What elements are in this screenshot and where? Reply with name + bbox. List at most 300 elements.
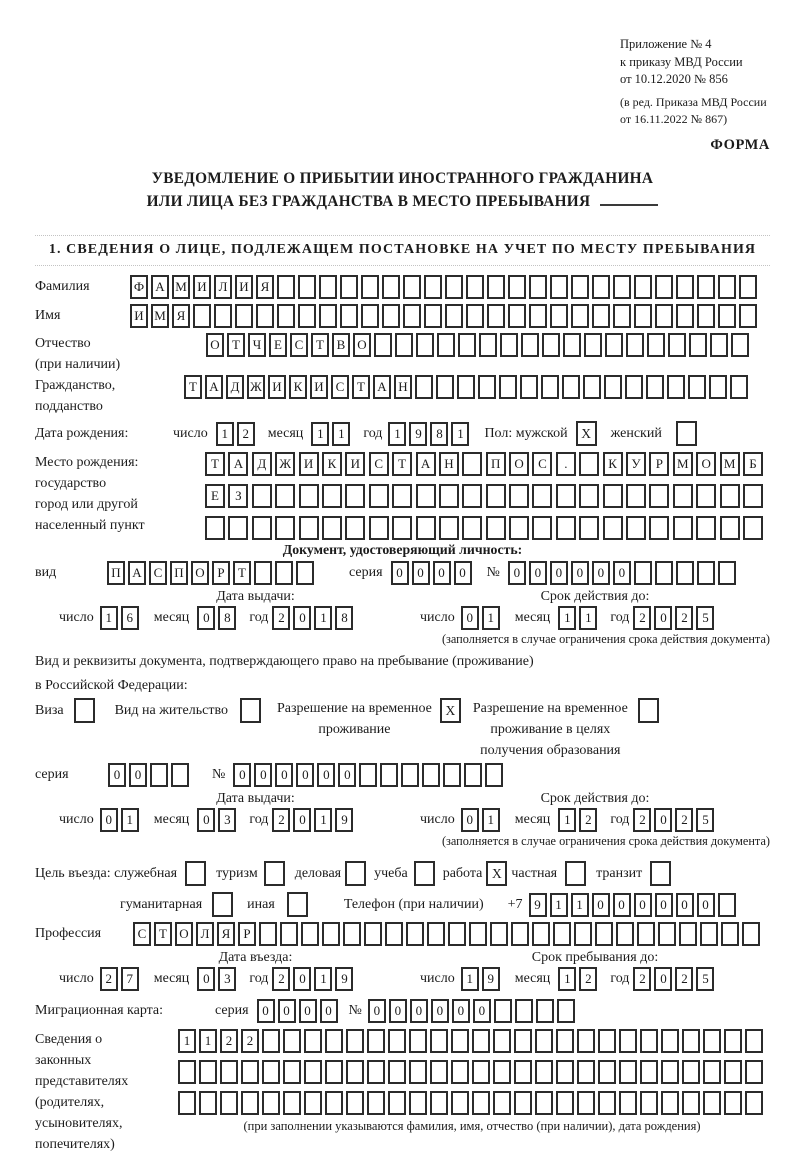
char-cell[interactable] xyxy=(409,1060,427,1084)
char-cell[interactable] xyxy=(655,561,673,585)
checkbox-female[interactable] xyxy=(676,421,697,446)
char-cell[interactable]: Т xyxy=(352,375,370,399)
char-cell[interactable] xyxy=(649,484,669,508)
char-cell[interactable]: 0 xyxy=(433,561,451,585)
char-cell[interactable] xyxy=(374,333,392,357)
char-cell[interactable] xyxy=(571,275,589,299)
char-cell[interactable] xyxy=(562,375,580,399)
char-cell[interactable] xyxy=(703,1029,721,1053)
char-cell[interactable] xyxy=(392,516,412,540)
char-cell[interactable]: 2 xyxy=(220,1029,238,1053)
char-cell[interactable] xyxy=(464,763,482,787)
char-cell[interactable] xyxy=(676,561,694,585)
char-cell[interactable] xyxy=(427,922,445,946)
char-cell[interactable]: 0 xyxy=(129,763,147,787)
char-cell[interactable]: 1 xyxy=(332,422,350,446)
char-cell[interactable] xyxy=(655,304,673,328)
char-cell[interactable] xyxy=(439,516,459,540)
char-cell[interactable] xyxy=(275,561,293,585)
char-cell[interactable] xyxy=(448,922,466,946)
char-cell[interactable] xyxy=(514,1060,532,1084)
char-cell[interactable] xyxy=(529,304,547,328)
char-cell[interactable]: С xyxy=(532,452,552,476)
char-cell[interactable] xyxy=(486,484,506,508)
char-cell[interactable]: 2 xyxy=(675,967,693,991)
char-cell[interactable] xyxy=(724,1060,742,1084)
char-cell[interactable] xyxy=(487,275,505,299)
char-cell[interactable] xyxy=(409,1091,427,1115)
char-cell[interactable] xyxy=(346,1060,364,1084)
char-cell[interactable] xyxy=(563,333,581,357)
char-cell[interactable] xyxy=(241,1060,259,1084)
char-cell[interactable] xyxy=(325,1029,343,1053)
char-cell[interactable] xyxy=(676,304,694,328)
char-cell[interactable] xyxy=(508,275,526,299)
char-cell[interactable]: П xyxy=(107,561,125,585)
char-cell[interactable]: 0 xyxy=(389,999,407,1023)
char-cell[interactable]: 9 xyxy=(409,422,427,446)
char-cell[interactable] xyxy=(634,304,652,328)
char-cell[interactable] xyxy=(721,922,739,946)
char-cell[interactable]: К xyxy=(603,452,623,476)
char-cell[interactable]: 2 xyxy=(100,967,118,991)
char-cell[interactable] xyxy=(439,484,459,508)
char-cell[interactable] xyxy=(673,484,693,508)
char-cell[interactable] xyxy=(739,304,757,328)
char-cell[interactable]: 2 xyxy=(241,1029,259,1053)
char-cell[interactable]: 0 xyxy=(592,561,610,585)
char-cell[interactable]: Е xyxy=(269,333,287,357)
char-cell[interactable] xyxy=(493,1091,511,1115)
char-cell[interactable] xyxy=(369,516,389,540)
char-cell[interactable] xyxy=(703,1091,721,1115)
char-cell[interactable]: К xyxy=(289,375,307,399)
char-cell[interactable] xyxy=(532,516,552,540)
char-cell[interactable] xyxy=(406,922,424,946)
char-cell[interactable]: 2 xyxy=(633,808,651,832)
char-cell[interactable]: Ч xyxy=(248,333,266,357)
char-cell[interactable] xyxy=(359,763,377,787)
char-cell[interactable]: Т xyxy=(311,333,329,357)
char-cell[interactable] xyxy=(486,516,506,540)
char-cell[interactable]: Д xyxy=(226,375,244,399)
char-cell[interactable]: 1 xyxy=(311,422,329,446)
char-cell[interactable] xyxy=(275,516,295,540)
char-cell[interactable]: 2 xyxy=(272,606,290,630)
char-cell[interactable]: 0 xyxy=(233,763,251,787)
char-cell[interactable] xyxy=(688,375,706,399)
char-cell[interactable] xyxy=(700,922,718,946)
char-cell[interactable] xyxy=(252,484,272,508)
char-cell[interactable] xyxy=(345,516,365,540)
char-cell[interactable] xyxy=(367,1029,385,1053)
char-cell[interactable] xyxy=(613,304,631,328)
char-cell[interactable] xyxy=(556,516,576,540)
char-cell[interactable] xyxy=(718,275,736,299)
char-cell[interactable] xyxy=(299,484,319,508)
char-cell[interactable]: 0 xyxy=(293,606,311,630)
char-cell[interactable] xyxy=(430,1060,448,1084)
char-cell[interactable] xyxy=(416,516,436,540)
char-cell[interactable]: Л xyxy=(196,922,214,946)
char-cell[interactable]: Я xyxy=(256,275,274,299)
char-cell[interactable] xyxy=(689,333,707,357)
char-cell[interactable]: И xyxy=(193,275,211,299)
char-cell[interactable]: 0 xyxy=(317,763,335,787)
char-cell[interactable]: 1 xyxy=(451,422,469,446)
char-cell[interactable]: С xyxy=(369,452,389,476)
char-cell[interactable]: И xyxy=(235,275,253,299)
char-cell[interactable] xyxy=(541,375,559,399)
char-cell[interactable] xyxy=(661,1091,679,1115)
char-cell[interactable]: 0 xyxy=(197,967,215,991)
char-cell[interactable] xyxy=(579,452,599,476)
char-cell[interactable] xyxy=(193,304,211,328)
char-cell[interactable] xyxy=(499,375,517,399)
checkbox-humanitarian[interactable] xyxy=(212,892,233,917)
char-cell[interactable]: 8 xyxy=(218,606,236,630)
char-cell[interactable] xyxy=(661,1060,679,1084)
char-cell[interactable] xyxy=(710,333,728,357)
char-cell[interactable]: Т xyxy=(205,452,225,476)
char-cell[interactable] xyxy=(304,1029,322,1053)
char-cell[interactable]: 0 xyxy=(410,999,428,1023)
char-cell[interactable]: 0 xyxy=(296,763,314,787)
char-cell[interactable]: Т xyxy=(227,333,245,357)
char-cell[interactable]: 0 xyxy=(592,893,610,917)
char-cell[interactable] xyxy=(743,484,763,508)
char-cell[interactable]: А xyxy=(151,275,169,299)
char-cell[interactable] xyxy=(457,375,475,399)
char-cell[interactable]: 0 xyxy=(412,561,430,585)
char-cell[interactable]: 0 xyxy=(108,763,126,787)
char-cell[interactable] xyxy=(697,275,715,299)
char-cell[interactable]: 0 xyxy=(293,967,311,991)
char-cell[interactable] xyxy=(697,561,715,585)
char-cell[interactable]: 0 xyxy=(461,606,479,630)
char-cell[interactable] xyxy=(515,999,533,1023)
char-cell[interactable] xyxy=(487,304,505,328)
char-cell[interactable] xyxy=(529,275,547,299)
char-cell[interactable] xyxy=(592,304,610,328)
char-cell[interactable]: Е xyxy=(205,484,225,508)
char-cell[interactable] xyxy=(535,1029,553,1053)
char-cell[interactable] xyxy=(649,516,669,540)
char-cell[interactable] xyxy=(556,484,576,508)
char-cell[interactable] xyxy=(343,922,361,946)
char-cell[interactable]: 1 xyxy=(461,967,479,991)
char-cell[interactable] xyxy=(283,1060,301,1084)
char-cell[interactable]: Т xyxy=(233,561,251,585)
char-cell[interactable]: 1 xyxy=(482,606,500,630)
char-cell[interactable] xyxy=(259,922,277,946)
char-cell[interactable] xyxy=(598,1060,616,1084)
char-cell[interactable]: 0 xyxy=(278,999,296,1023)
char-cell[interactable] xyxy=(369,484,389,508)
char-cell[interactable] xyxy=(472,1091,490,1115)
char-cell[interactable]: Ж xyxy=(247,375,265,399)
char-cell[interactable] xyxy=(673,516,693,540)
char-cell[interactable]: Р xyxy=(238,922,256,946)
char-cell[interactable] xyxy=(451,1091,469,1115)
char-cell[interactable] xyxy=(283,1091,301,1115)
char-cell[interactable]: 0 xyxy=(655,893,673,917)
char-cell[interactable]: 0 xyxy=(613,893,631,917)
char-cell[interactable] xyxy=(392,484,412,508)
char-cell[interactable]: 1 xyxy=(199,1029,217,1053)
char-cell[interactable] xyxy=(739,275,757,299)
char-cell[interactable] xyxy=(542,333,560,357)
char-cell[interactable]: 0 xyxy=(100,808,118,832)
char-cell[interactable] xyxy=(514,1029,532,1053)
char-cell[interactable] xyxy=(682,1091,700,1115)
char-cell[interactable] xyxy=(696,516,716,540)
char-cell[interactable]: 1 xyxy=(388,422,406,446)
checkbox-private[interactable] xyxy=(565,861,586,886)
char-cell[interactable] xyxy=(322,922,340,946)
char-cell[interactable] xyxy=(603,516,623,540)
char-cell[interactable] xyxy=(584,333,602,357)
char-cell[interactable] xyxy=(416,484,436,508)
char-cell[interactable] xyxy=(595,922,613,946)
char-cell[interactable]: Т xyxy=(184,375,202,399)
char-cell[interactable] xyxy=(361,304,379,328)
char-cell[interactable] xyxy=(385,922,403,946)
char-cell[interactable] xyxy=(199,1091,217,1115)
char-cell[interactable] xyxy=(322,484,342,508)
checkbox-temp-residence[interactable]: X xyxy=(440,698,461,723)
checkbox-tourism[interactable] xyxy=(264,861,285,886)
char-cell[interactable]: 1 xyxy=(314,808,332,832)
char-cell[interactable]: П xyxy=(170,561,188,585)
char-cell[interactable]: 2 xyxy=(633,967,651,991)
char-cell[interactable] xyxy=(724,1091,742,1115)
char-cell[interactable]: 2 xyxy=(675,808,693,832)
char-cell[interactable] xyxy=(275,484,295,508)
char-cell[interactable] xyxy=(626,516,646,540)
char-cell[interactable]: И xyxy=(299,452,319,476)
char-cell[interactable] xyxy=(616,922,634,946)
char-cell[interactable] xyxy=(485,763,503,787)
char-cell[interactable] xyxy=(443,763,461,787)
char-cell[interactable]: 9 xyxy=(335,808,353,832)
char-cell[interactable] xyxy=(579,484,599,508)
char-cell[interactable] xyxy=(619,1091,637,1115)
char-cell[interactable] xyxy=(361,275,379,299)
char-cell[interactable] xyxy=(479,333,497,357)
char-cell[interactable]: 0 xyxy=(257,999,275,1023)
char-cell[interactable] xyxy=(718,561,736,585)
char-cell[interactable]: 0 xyxy=(254,763,272,787)
char-cell[interactable] xyxy=(220,1091,238,1115)
char-cell[interactable]: 0 xyxy=(452,999,470,1023)
char-cell[interactable] xyxy=(520,375,538,399)
char-cell[interactable]: 0 xyxy=(654,967,672,991)
char-cell[interactable] xyxy=(613,275,631,299)
char-cell[interactable] xyxy=(214,304,232,328)
char-cell[interactable] xyxy=(577,1060,595,1084)
char-cell[interactable] xyxy=(340,275,358,299)
char-cell[interactable] xyxy=(493,1060,511,1084)
char-cell[interactable]: И xyxy=(130,304,148,328)
char-cell[interactable] xyxy=(178,1060,196,1084)
char-cell[interactable] xyxy=(298,275,316,299)
char-cell[interactable]: З xyxy=(228,484,248,508)
char-cell[interactable] xyxy=(403,304,421,328)
char-cell[interactable] xyxy=(743,516,763,540)
char-cell[interactable]: 0 xyxy=(508,561,526,585)
char-cell[interactable]: О xyxy=(353,333,371,357)
char-cell[interactable] xyxy=(626,333,644,357)
char-cell[interactable] xyxy=(462,484,482,508)
char-cell[interactable] xyxy=(388,1029,406,1053)
char-cell[interactable]: Н xyxy=(394,375,412,399)
char-cell[interactable] xyxy=(235,304,253,328)
char-cell[interactable]: Л xyxy=(214,275,232,299)
char-cell[interactable]: О xyxy=(206,333,224,357)
char-cell[interactable]: 0 xyxy=(697,893,715,917)
char-cell[interactable]: 2 xyxy=(272,808,290,832)
char-cell[interactable] xyxy=(514,1091,532,1115)
char-cell[interactable]: 0 xyxy=(550,561,568,585)
char-cell[interactable]: А xyxy=(416,452,436,476)
char-cell[interactable] xyxy=(724,1029,742,1053)
char-cell[interactable]: 2 xyxy=(272,967,290,991)
checkbox-residence-permit[interactable] xyxy=(240,698,261,723)
char-cell[interactable] xyxy=(696,484,716,508)
char-cell[interactable] xyxy=(262,1091,280,1115)
char-cell[interactable] xyxy=(583,375,601,399)
char-cell[interactable] xyxy=(718,893,736,917)
char-cell[interactable] xyxy=(256,304,274,328)
char-cell[interactable]: 0 xyxy=(293,808,311,832)
char-cell[interactable]: А xyxy=(128,561,146,585)
char-cell[interactable] xyxy=(472,1060,490,1084)
char-cell[interactable] xyxy=(577,1091,595,1115)
char-cell[interactable] xyxy=(277,304,295,328)
char-cell[interactable] xyxy=(382,275,400,299)
char-cell[interactable] xyxy=(509,516,529,540)
char-cell[interactable]: 2 xyxy=(237,422,255,446)
char-cell[interactable]: 1 xyxy=(314,967,332,991)
char-cell[interactable] xyxy=(661,1029,679,1053)
char-cell[interactable] xyxy=(220,1060,238,1084)
char-cell[interactable]: П xyxy=(486,452,506,476)
char-cell[interactable]: А xyxy=(373,375,391,399)
char-cell[interactable]: К xyxy=(322,452,342,476)
char-cell[interactable] xyxy=(346,1029,364,1053)
char-cell[interactable] xyxy=(592,275,610,299)
char-cell[interactable]: У xyxy=(626,452,646,476)
char-cell[interactable] xyxy=(682,1060,700,1084)
char-cell[interactable]: 1 xyxy=(550,893,568,917)
char-cell[interactable] xyxy=(668,333,686,357)
char-cell[interactable]: 0 xyxy=(461,808,479,832)
char-cell[interactable] xyxy=(603,484,623,508)
char-cell[interactable] xyxy=(469,922,487,946)
char-cell[interactable]: Т xyxy=(392,452,412,476)
char-cell[interactable]: 0 xyxy=(571,561,589,585)
char-cell[interactable]: 0 xyxy=(454,561,472,585)
char-cell[interactable]: С xyxy=(149,561,167,585)
char-cell[interactable]: 1 xyxy=(314,606,332,630)
char-cell[interactable] xyxy=(241,1091,259,1115)
char-cell[interactable] xyxy=(178,1091,196,1115)
checkbox-work[interactable]: X xyxy=(486,861,507,886)
char-cell[interactable]: О xyxy=(175,922,193,946)
char-cell[interactable]: 8 xyxy=(335,606,353,630)
char-cell[interactable] xyxy=(437,333,455,357)
char-cell[interactable] xyxy=(619,1029,637,1053)
checkbox-transit[interactable] xyxy=(650,861,671,886)
char-cell[interactable]: 1 xyxy=(216,422,234,446)
char-cell[interactable] xyxy=(296,561,314,585)
char-cell[interactable]: М xyxy=(673,452,693,476)
char-cell[interactable]: М xyxy=(720,452,740,476)
char-cell[interactable] xyxy=(535,1060,553,1084)
checkbox-visa[interactable] xyxy=(74,698,95,723)
char-cell[interactable] xyxy=(472,1029,490,1053)
char-cell[interactable]: И xyxy=(268,375,286,399)
char-cell[interactable] xyxy=(667,375,685,399)
char-cell[interactable] xyxy=(205,516,225,540)
char-cell[interactable] xyxy=(409,1029,427,1053)
char-cell[interactable]: 0 xyxy=(431,999,449,1023)
char-cell[interactable] xyxy=(319,304,337,328)
char-cell[interactable]: А xyxy=(228,452,248,476)
char-cell[interactable]: 1 xyxy=(579,606,597,630)
char-cell[interactable] xyxy=(556,1091,574,1115)
char-cell[interactable]: Ф xyxy=(130,275,148,299)
checkbox-business[interactable] xyxy=(345,861,366,886)
char-cell[interactable] xyxy=(262,1060,280,1084)
char-cell[interactable]: 0 xyxy=(299,999,317,1023)
char-cell[interactable]: 3 xyxy=(218,808,236,832)
char-cell[interactable] xyxy=(509,484,529,508)
char-cell[interactable] xyxy=(283,1029,301,1053)
char-cell[interactable] xyxy=(682,1029,700,1053)
char-cell[interactable]: 3 xyxy=(218,967,236,991)
char-cell[interactable] xyxy=(462,452,482,476)
char-cell[interactable] xyxy=(658,922,676,946)
char-cell[interactable] xyxy=(466,304,484,328)
char-cell[interactable] xyxy=(634,561,652,585)
char-cell[interactable] xyxy=(364,922,382,946)
char-cell[interactable] xyxy=(490,922,508,946)
char-cell[interactable] xyxy=(535,1091,553,1115)
char-cell[interactable] xyxy=(367,1091,385,1115)
char-cell[interactable]: Я xyxy=(172,304,190,328)
checkbox-official[interactable] xyxy=(185,861,206,886)
char-cell[interactable] xyxy=(382,304,400,328)
char-cell[interactable]: 0 xyxy=(676,893,694,917)
char-cell[interactable]: 0 xyxy=(634,893,652,917)
char-cell[interactable] xyxy=(304,1060,322,1084)
char-cell[interactable]: Ж xyxy=(275,452,295,476)
checkbox-study[interactable] xyxy=(414,861,435,886)
char-cell[interactable] xyxy=(640,1060,658,1084)
checkbox-other[interactable] xyxy=(287,892,308,917)
char-cell[interactable] xyxy=(598,1091,616,1115)
char-cell[interactable] xyxy=(532,922,550,946)
char-cell[interactable]: И xyxy=(345,452,365,476)
char-cell[interactable]: 1 xyxy=(100,606,118,630)
char-cell[interactable] xyxy=(625,375,643,399)
char-cell[interactable] xyxy=(345,484,365,508)
char-cell[interactable]: 0 xyxy=(197,606,215,630)
char-cell[interactable] xyxy=(424,275,442,299)
char-cell[interactable] xyxy=(720,516,740,540)
